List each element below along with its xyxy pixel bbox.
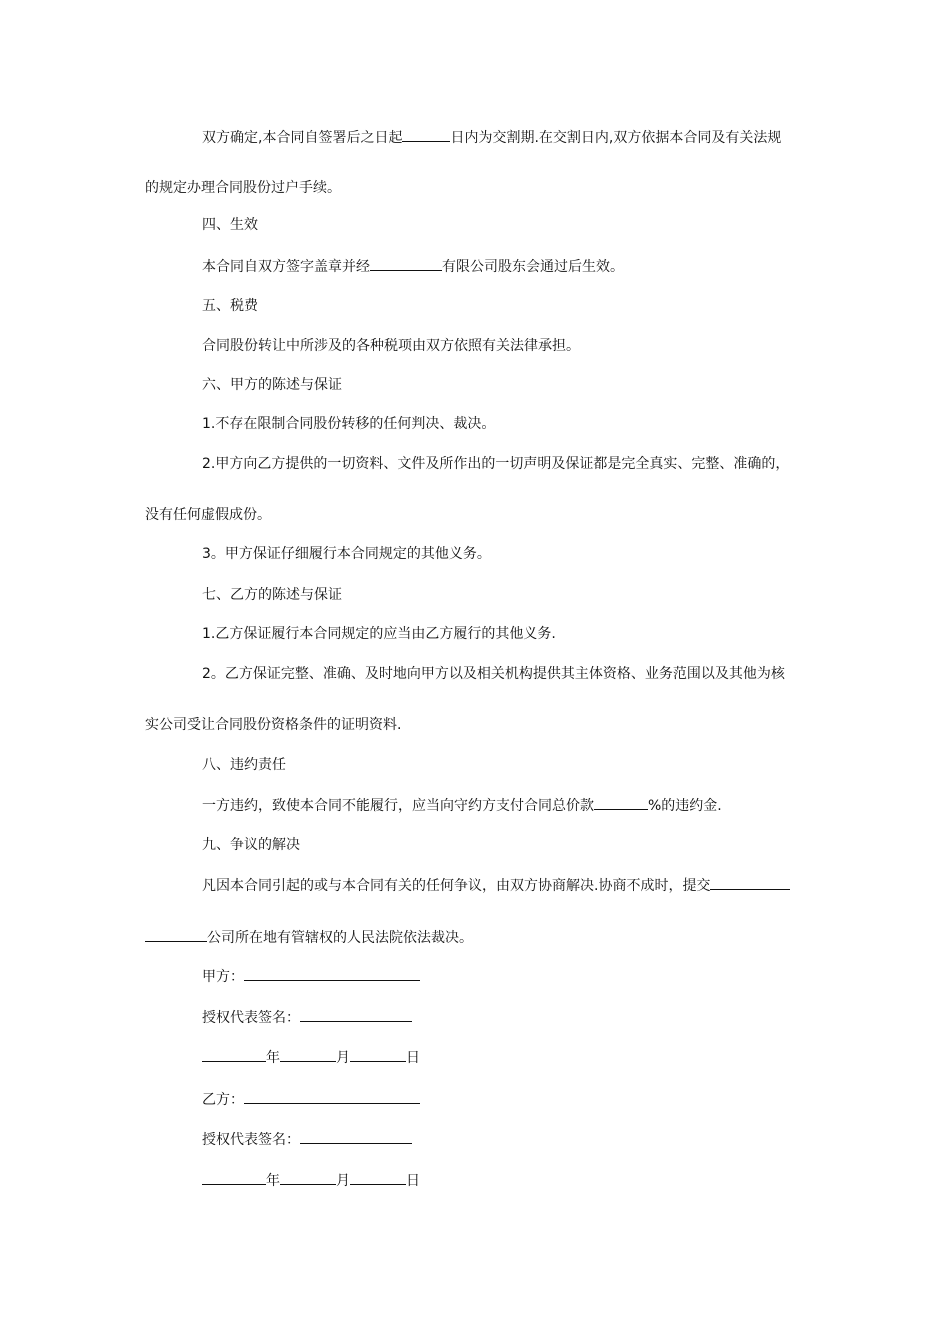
blank-year (202, 1047, 266, 1062)
blank-party-b (244, 1089, 420, 1104)
heading-party-b-warranty: 七、乙方的陈述与保证 (202, 587, 342, 603)
paragraph-delivery: 双方确定,本合同自签署后之日起 日内为交割期.在交割日内,双方依据本合同及有关法规 (202, 127, 781, 148)
heading-party-a-warranty: 六、甲方的陈述与保证 (202, 377, 342, 393)
item-7-2-cont: 实公司受让合同股份资格条件的证明资料. (145, 717, 402, 733)
item-6-1: 1.不存在限制合同股份转移的任何判决、裁决。 (202, 416, 496, 432)
blank-party-a (244, 966, 420, 981)
item-7-1: 1.乙方保证履行本合同规定的应当由乙方履行的其他义务. (202, 626, 556, 642)
party-b-rep-line: 授权代表签名： (202, 1129, 412, 1150)
paragraph-dispute: 凡因本合同引起的或与本合同有关的任何争议，由双方协商解决.协商不成时，提交 (202, 875, 790, 896)
blank-month (280, 1047, 336, 1062)
blank-arbitration-cont (145, 927, 207, 942)
heading-breach: 八、违约责任 (202, 757, 286, 773)
paragraph-delivery-cont: 的规定办理合同股份过户手续。 (145, 180, 341, 196)
paragraph-effect: 本合同自双方签字盖章并经 有限公司股东会通过后生效。 (202, 256, 624, 277)
blank-year (202, 1170, 266, 1185)
blank-days (402, 127, 450, 142)
party-a-rep-line: 授权代表签名： (202, 1007, 412, 1028)
heading-effect: 四、生效 (202, 217, 258, 233)
party-a-line: 甲方： (202, 966, 420, 987)
blank-party-b-rep (300, 1129, 412, 1144)
blank-percent (594, 795, 648, 810)
item-6-3: 3。甲方保证仔细履行本合同规定的其他义务。 (202, 546, 491, 562)
heading-dispute: 九、争议的解决 (202, 837, 300, 853)
party-b-line: 乙方： (202, 1089, 420, 1110)
party-b-date-line: 年 月 日 (202, 1170, 420, 1191)
item-6-2: 2.甲方向乙方提供的一切资料、文件及所作出的一切声明及保证都是完全真实、完整、准确的， (202, 456, 790, 472)
blank-month (280, 1170, 336, 1185)
blank-company (370, 256, 442, 271)
blank-party-a-rep (300, 1007, 412, 1022)
heading-taxes: 五、税费 (202, 298, 258, 314)
item-7-2: 2。乙方保证完整、准确、及时地向甲方以及相关机构提供其主体资格、业务范围以及其他为核 (202, 666, 785, 682)
paragraph-dispute-cont: 公司所在地有管辖权的人民法院依法裁决。 (145, 927, 473, 948)
blank-day (350, 1170, 406, 1185)
blank-day (350, 1047, 406, 1062)
item-6-2-cont: 没有任何虚假成份。 (145, 507, 271, 523)
blank-arbitration (710, 875, 790, 890)
paragraph-taxes: 合同股份转让中所涉及的各种税项由双方依照有关法律承担。 (202, 338, 580, 354)
party-a-date-line: 年 月 日 (202, 1047, 420, 1068)
paragraph-breach: 一方违约，致使本合同不能履行，应当向守约方支付合同总价款 %的违约金. (202, 795, 722, 816)
